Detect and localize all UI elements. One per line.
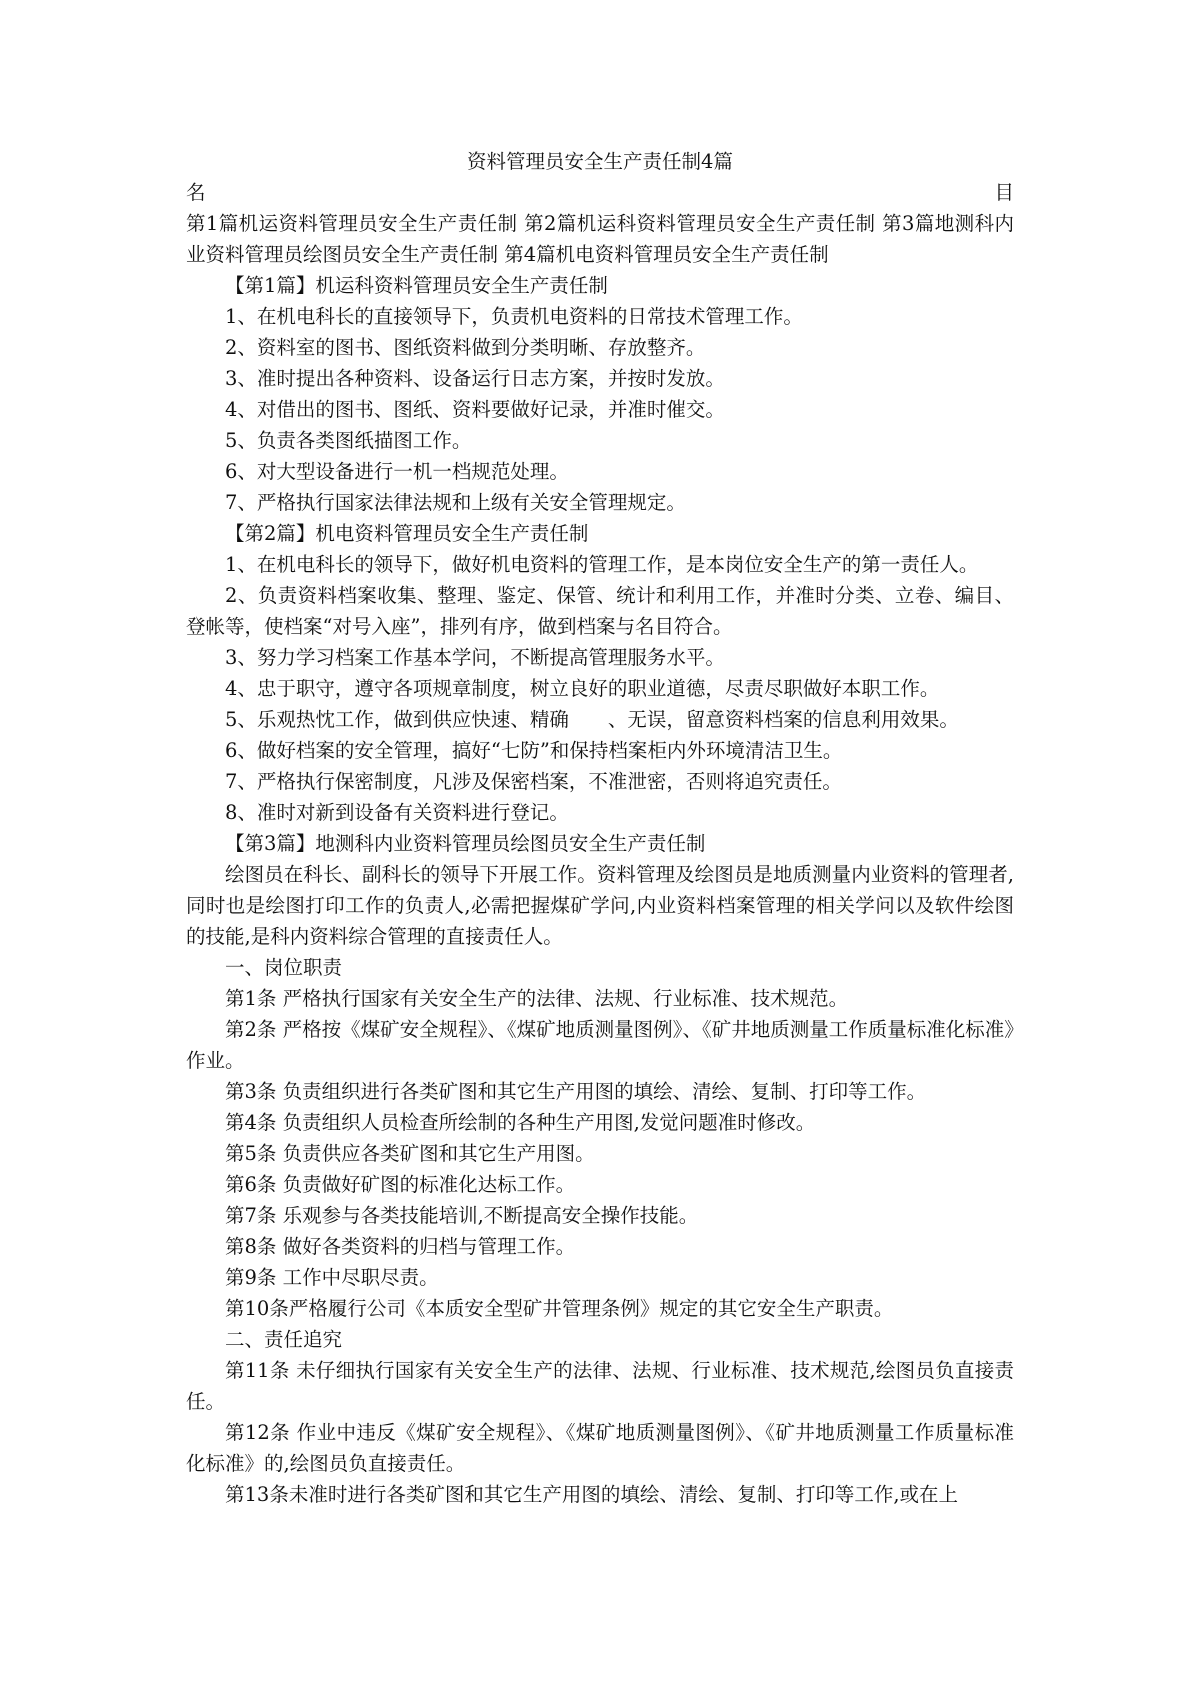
paragraph: 6、对大型设备进行一机一档规范处理。	[225, 460, 569, 483]
paragraph: 绘图员在科长、副科长的领导下开展工作。资料管理及绘图员是地质测量内业资料的管理者,同时也是绘图打印工作的负责人,必需把握煤矿学问,内业资料档案管理的相关学问以及软件绘图的技能,是科内资料综合管理的直接责任人。	[186, 863, 1014, 948]
paragraph: 2、资料室的图书、图纸资料做到分类明晰、存放整齐。	[225, 336, 706, 359]
paragraph: 1、在机电科长的领导下，做好机电资料的管理工作，是本岗位安全生产的第一责任人。	[225, 553, 979, 576]
article: 第13条未准时进行各类矿图和其它生产用图的填绘、清绘、复制、打印等工作,或在上	[225, 1483, 959, 1506]
article: 第5条 负责供应各类矿图和其它生产用图。	[225, 1142, 595, 1165]
paragraph: 5、乐观热忱工作，做到供应快速、精确 、无误，留意资料档案的信息利用效果。	[225, 708, 959, 731]
article: 第6条 负责做好矿图的标准化达标工作。	[225, 1173, 576, 1196]
paragraph: 3、努力学习档案工作基本学问，不断提高管理服务水平。	[225, 646, 725, 669]
document-body	[186, 146, 1014, 1510]
paragraph: 5、负责各类图纸描图工作。	[225, 429, 472, 452]
subsection-heading: 一、岗位职责	[225, 956, 343, 979]
article: 第9条 工作中尽职尽责。	[225, 1266, 439, 1289]
toc-heading	[186, 177, 1014, 208]
paragraph: 7、严格执行国家法律法规和上级有关安全管理规定。	[225, 491, 686, 514]
toc-heading-right: 目	[994, 181, 1014, 204]
subsection-heading: 二、责任追究	[225, 1328, 343, 1351]
article: 第2条 严格按《煤矿安全规程》、《煤矿地质测量图例》、《矿井地质测量工作质量标准化标准》作业。	[186, 1018, 1014, 1072]
article: 第8条 做好各类资料的归档与管理工作。	[225, 1235, 576, 1258]
article: 第1条 严格执行国家有关安全生产的法律、法规、行业标准、技术规范。	[225, 987, 849, 1010]
article: 第7条 乐观参与各类技能培训,不断提高安全操作技能。	[225, 1204, 699, 1227]
document-title: 资料管理员安全生产责任制4篇	[467, 150, 733, 173]
paragraph: 1、在机电科长的直接领导下，负责机电资料的日常技术管理工作。	[225, 305, 803, 328]
article: 第11条 未仔细执行国家有关安全生产的法律、法规、行业标准、技术规范,绘图员负直接责任。	[186, 1359, 1014, 1413]
article: 第10条严格履行公司《本质安全型矿井管理条例》规定的其它安全生产职责。	[225, 1297, 894, 1320]
paragraph: 2、负责资料档案收集、整理、鉴定、保管、统计和利用工作，并准时分类、立卷、编目、登帐等，使档案“对号入座”，排列有序，做到档案与名目符合。	[186, 584, 1014, 638]
section-heading: 【第1篇】机运科资料管理员安全生产责任制	[225, 274, 608, 297]
section-heading: 【第3篇】地测科内业资料管理员绘图员安全生产责任制	[225, 832, 706, 855]
paragraph: 3、准时提出各种资料、设备运行日志方案，并按时发放。	[225, 367, 725, 390]
paragraph: 6、做好档案的安全管理，搞好“七防”和保持档案柜内外环境清洁卫生。	[225, 739, 843, 762]
toc-entries: 第1篇机运资料管理员安全生产责任制 第2篇机运科资料管理员安全生产责任制 第3篇地测科内业资料管理员绘图员安全生产责任制 第4篇机电资料管理员安全生产责任制	[186, 212, 1014, 266]
article: 第12条 作业中违反《煤矿安全规程》、《煤矿地质测量图例》、《矿井地质测量工作质量标准化标准》的,绘图员负直接责任。	[186, 1421, 1014, 1475]
toc-heading-left: 名	[186, 181, 206, 204]
article: 第3条 负责组织进行各类矿图和其它生产用图的填绘、清绘、复制、打印等工作。	[225, 1080, 927, 1103]
paragraph: 4、对借出的图书、图纸、资料要做好记录，并准时催交。	[225, 398, 725, 421]
paragraph: 4、忠于职守，遵守各项规章制度，树立良好的职业道德，尽责尽职做好本职工作。	[225, 677, 940, 700]
paragraph: 8、准时对新到设备有关资料进行登记。	[225, 801, 569, 824]
article: 第4条 负责组织人员检查所绘制的各种生产用图,发觉问题准时修改。	[225, 1111, 816, 1134]
paragraph: 7、严格执行保密制度，凡涉及保密档案，不准泄密，否则将追究责任。	[225, 770, 842, 793]
section-heading: 【第2篇】机电资料管理员安全生产责任制	[225, 522, 589, 545]
